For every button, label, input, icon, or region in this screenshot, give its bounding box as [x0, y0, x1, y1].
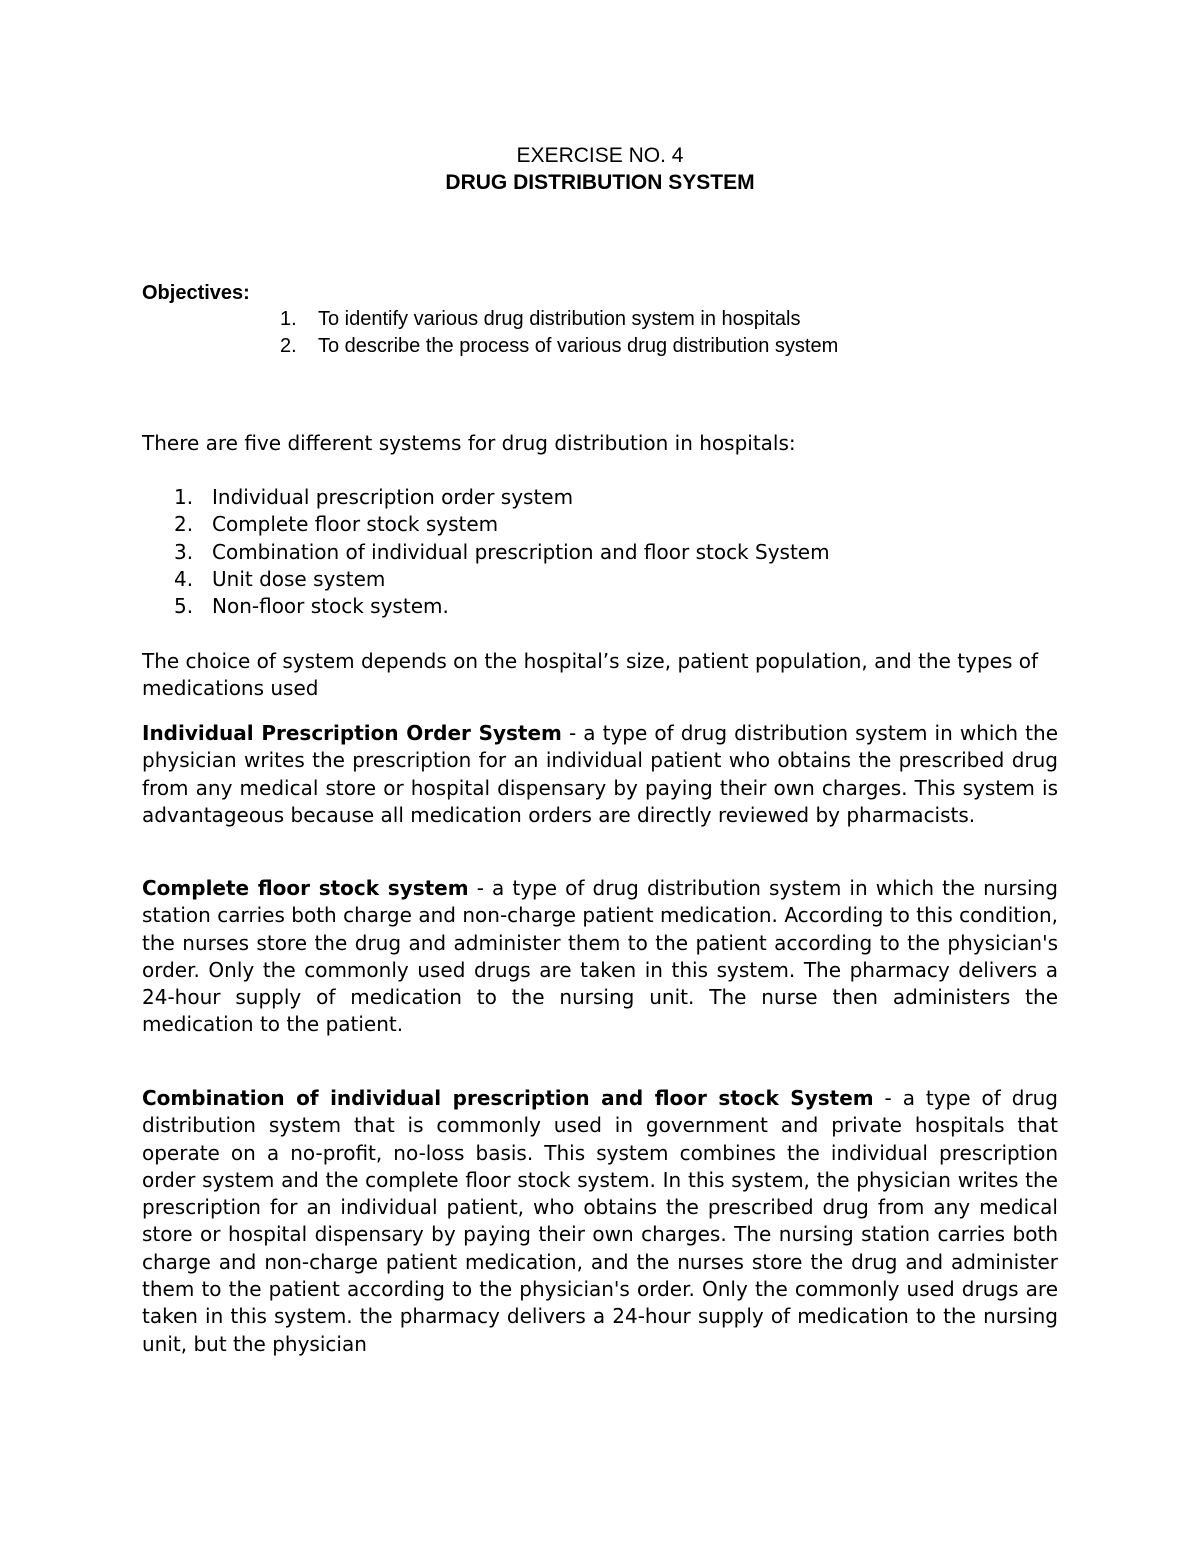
intro-paragraph: There are five different systems for drug distribution in hospitals: [142, 431, 796, 455]
systems-list [174, 484, 830, 620]
section-text: - a type of drug distribution system that is commonly used in government and private hospitals that operate on a no-profit, no-loss basis. This system combines the individual prescription order system and the complete floor stock system. In this system, the physician writes the prescription for an individual patient, who obtains the prescribed drug from any medical store or hospital dispensary by paying their own charges. The nursing station carries both charge and non-charge patient medication, and the nurses store the drug and administer them to the patient according to the physician's order. Only the commonly used drugs are taken in this system. the pharmacy delivers a 24-hour supply of medication to the nursing unit, but the physician [142, 1086, 1058, 1356]
section-term: Complete floor stock system [142, 876, 469, 900]
exercise-number: EXERCISE NO. 4 [516, 144, 684, 167]
system-text: Unit dose system [212, 566, 386, 591]
system-number: 1. [174, 485, 194, 509]
section-text: - a type of drug distribution system in which the nursing station carries both charge and non-charge patient medication. According to this condition, the nurses store the drug and administer them to the patient according to the physician's order. Only the commonly used drugs are taken in this system. The pharmacy delivers a 24-hour supply of medication to the nursing unit. The nurse then administers the medication to the patient. [142, 876, 1058, 1037]
objective-number: 1. [280, 308, 297, 330]
choice-paragraph: The choice of system depends on the hospital’s size, patient population, and the types of medications used [142, 649, 1039, 701]
system-text: Complete floor stock system [212, 512, 499, 537]
objectives-list [280, 306, 838, 360]
system-text: Non-floor stock system. [212, 594, 449, 619]
section-term: Individual Prescription Order System [142, 721, 562, 745]
objective-number: 2. [280, 335, 297, 357]
system-number: 3. [174, 539, 194, 564]
system-text: Individual prescription order system [212, 485, 574, 509]
section-term: Combination of individual prescription and floor stock System [142, 1086, 874, 1110]
section-combination-system [142, 1085, 1058, 1358]
system-item [174, 511, 830, 538]
system-number: 2. [174, 512, 194, 537]
objective-item [280, 333, 838, 360]
document-title: DRUG DISTRIBUTION SYSTEM [445, 171, 755, 194]
system-item [174, 539, 830, 566]
system-item [174, 566, 830, 593]
system-item [174, 593, 830, 620]
system-text: Combination of individual prescription and floor stock System [212, 539, 830, 564]
objective-text: To identify various drug distribution system in hospitals [318, 308, 801, 330]
objective-text: To describe the process of various drug distribution system [318, 335, 839, 357]
system-number: 4. [174, 566, 194, 591]
section-complete-floor-stock [142, 875, 1058, 1039]
system-number: 5. [174, 594, 194, 619]
objective-item [280, 306, 838, 333]
section-individual-prescription [142, 720, 1058, 829]
section-text: - a type of drug distribution system in which the physician writes the prescription for an individual patient who obtains the prescribed drug from any medical store or hospital dispensary by paying their own charges. This system is advantageous because all medication orders are directly reviewed by pharmacists. [142, 721, 1059, 827]
system-item [174, 484, 830, 511]
objectives-label: Objectives: [142, 282, 250, 304]
